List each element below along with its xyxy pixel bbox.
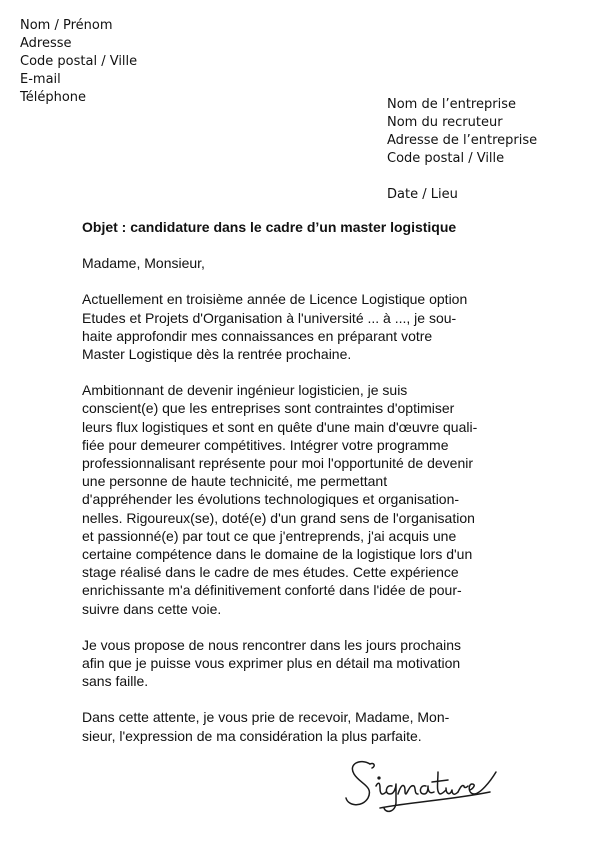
paragraph-line: conscient(e) que les entreprises sont contraintes d'optimiser — [82, 400, 455, 417]
paragraph-line: Ambitionnant de devenir ingénieur logisticien, je suis — [82, 382, 408, 399]
paragraph-line: Je vous propose de nous rencontrer dans les jours prochains — [82, 636, 461, 653]
letter-salutation: Madame, Monsieur, — [82, 255, 205, 272]
recipient-recruiter: Nom du recruteur — [387, 115, 503, 130]
recipient-block — [387, 96, 537, 204]
paragraph-line: haite approfondir mes connaissances en préparant votre — [82, 327, 433, 344]
paragraph-line: fiée pour demeurer compétitives. Intégrer votre programme — [82, 436, 449, 453]
sender-phone: Téléphone — [20, 90, 87, 105]
paragraph-line: une personne de haute technicité, me permettant — [82, 473, 388, 490]
paragraph-motivation — [82, 381, 502, 618]
paragraph-meeting — [82, 636, 502, 691]
sender-postal-city: Code postal / Ville — [20, 54, 138, 69]
recipient-address: Adresse de l’entreprise — [387, 133, 538, 148]
paragraph-line: sieur, l'expression de ma considération la plus parfaite. — [82, 727, 422, 744]
paragraph-line: Dans cette attente, je vous prie de recevoir, Madame, Mon- — [82, 709, 450, 726]
letter-subject: Objet : candidature dans le cadre d’un master logistique — [82, 219, 457, 235]
paragraph-line: et passionné(e) par tout ce que j'entreprends, j'ai acquis une — [82, 527, 457, 544]
sender-address: Adresse — [20, 36, 72, 51]
paragraph-line: d'appréhender les évolutions technologiques et organisation- — [82, 491, 460, 508]
date-place: Date / Lieu — [387, 187, 458, 202]
paragraph-line: professionnalisant représente pour moi l'opportunité de devenir — [82, 455, 474, 472]
paragraph-closing — [82, 708, 502, 744]
paragraph-intro — [82, 290, 502, 363]
paragraph-line: enrichissante m'a définitivement conforté dans l'idée de pour- — [82, 582, 462, 599]
recipient-postal-city: Code postal / Ville — [387, 151, 505, 166]
handwritten-signature — [340, 752, 500, 822]
sender-name: Nom / Prénom — [20, 18, 113, 33]
paragraph-line: Actuellement en troisième année de Licence Logistique option — [82, 291, 468, 308]
paragraph-line: stage réalisé dans le cadre de mes études. Cette expérience — [82, 564, 459, 581]
paragraph-line: Etudes et Projets d'Organisation à l'université ... à ..., je sou- — [82, 309, 457, 326]
sender-block — [20, 17, 137, 107]
paragraph-line: afin que je puisse vous exprimer plus en détail ma motivation — [82, 655, 461, 672]
recipient-company: Nom de l’entreprise — [387, 97, 516, 112]
paragraph-line: sans faille. — [82, 673, 149, 690]
paragraph-line: Master Logistique dès la rentrée prochaine. — [82, 346, 352, 363]
paragraph-line: certaine compétence dans le domaine de la logistique lors d'un — [82, 546, 473, 563]
paragraph-line: leurs flux logistiques et sont en quête d'une main d'œuvre quali- — [82, 418, 478, 435]
sender-email: E-mail — [20, 72, 61, 87]
paragraph-line: suivre dans cette voie. — [82, 600, 222, 617]
letter-body — [82, 218, 502, 763]
paragraph-line: nelles. Rigoureux(se), doté(e) d'un grand sens de l'organisation — [82, 509, 475, 526]
